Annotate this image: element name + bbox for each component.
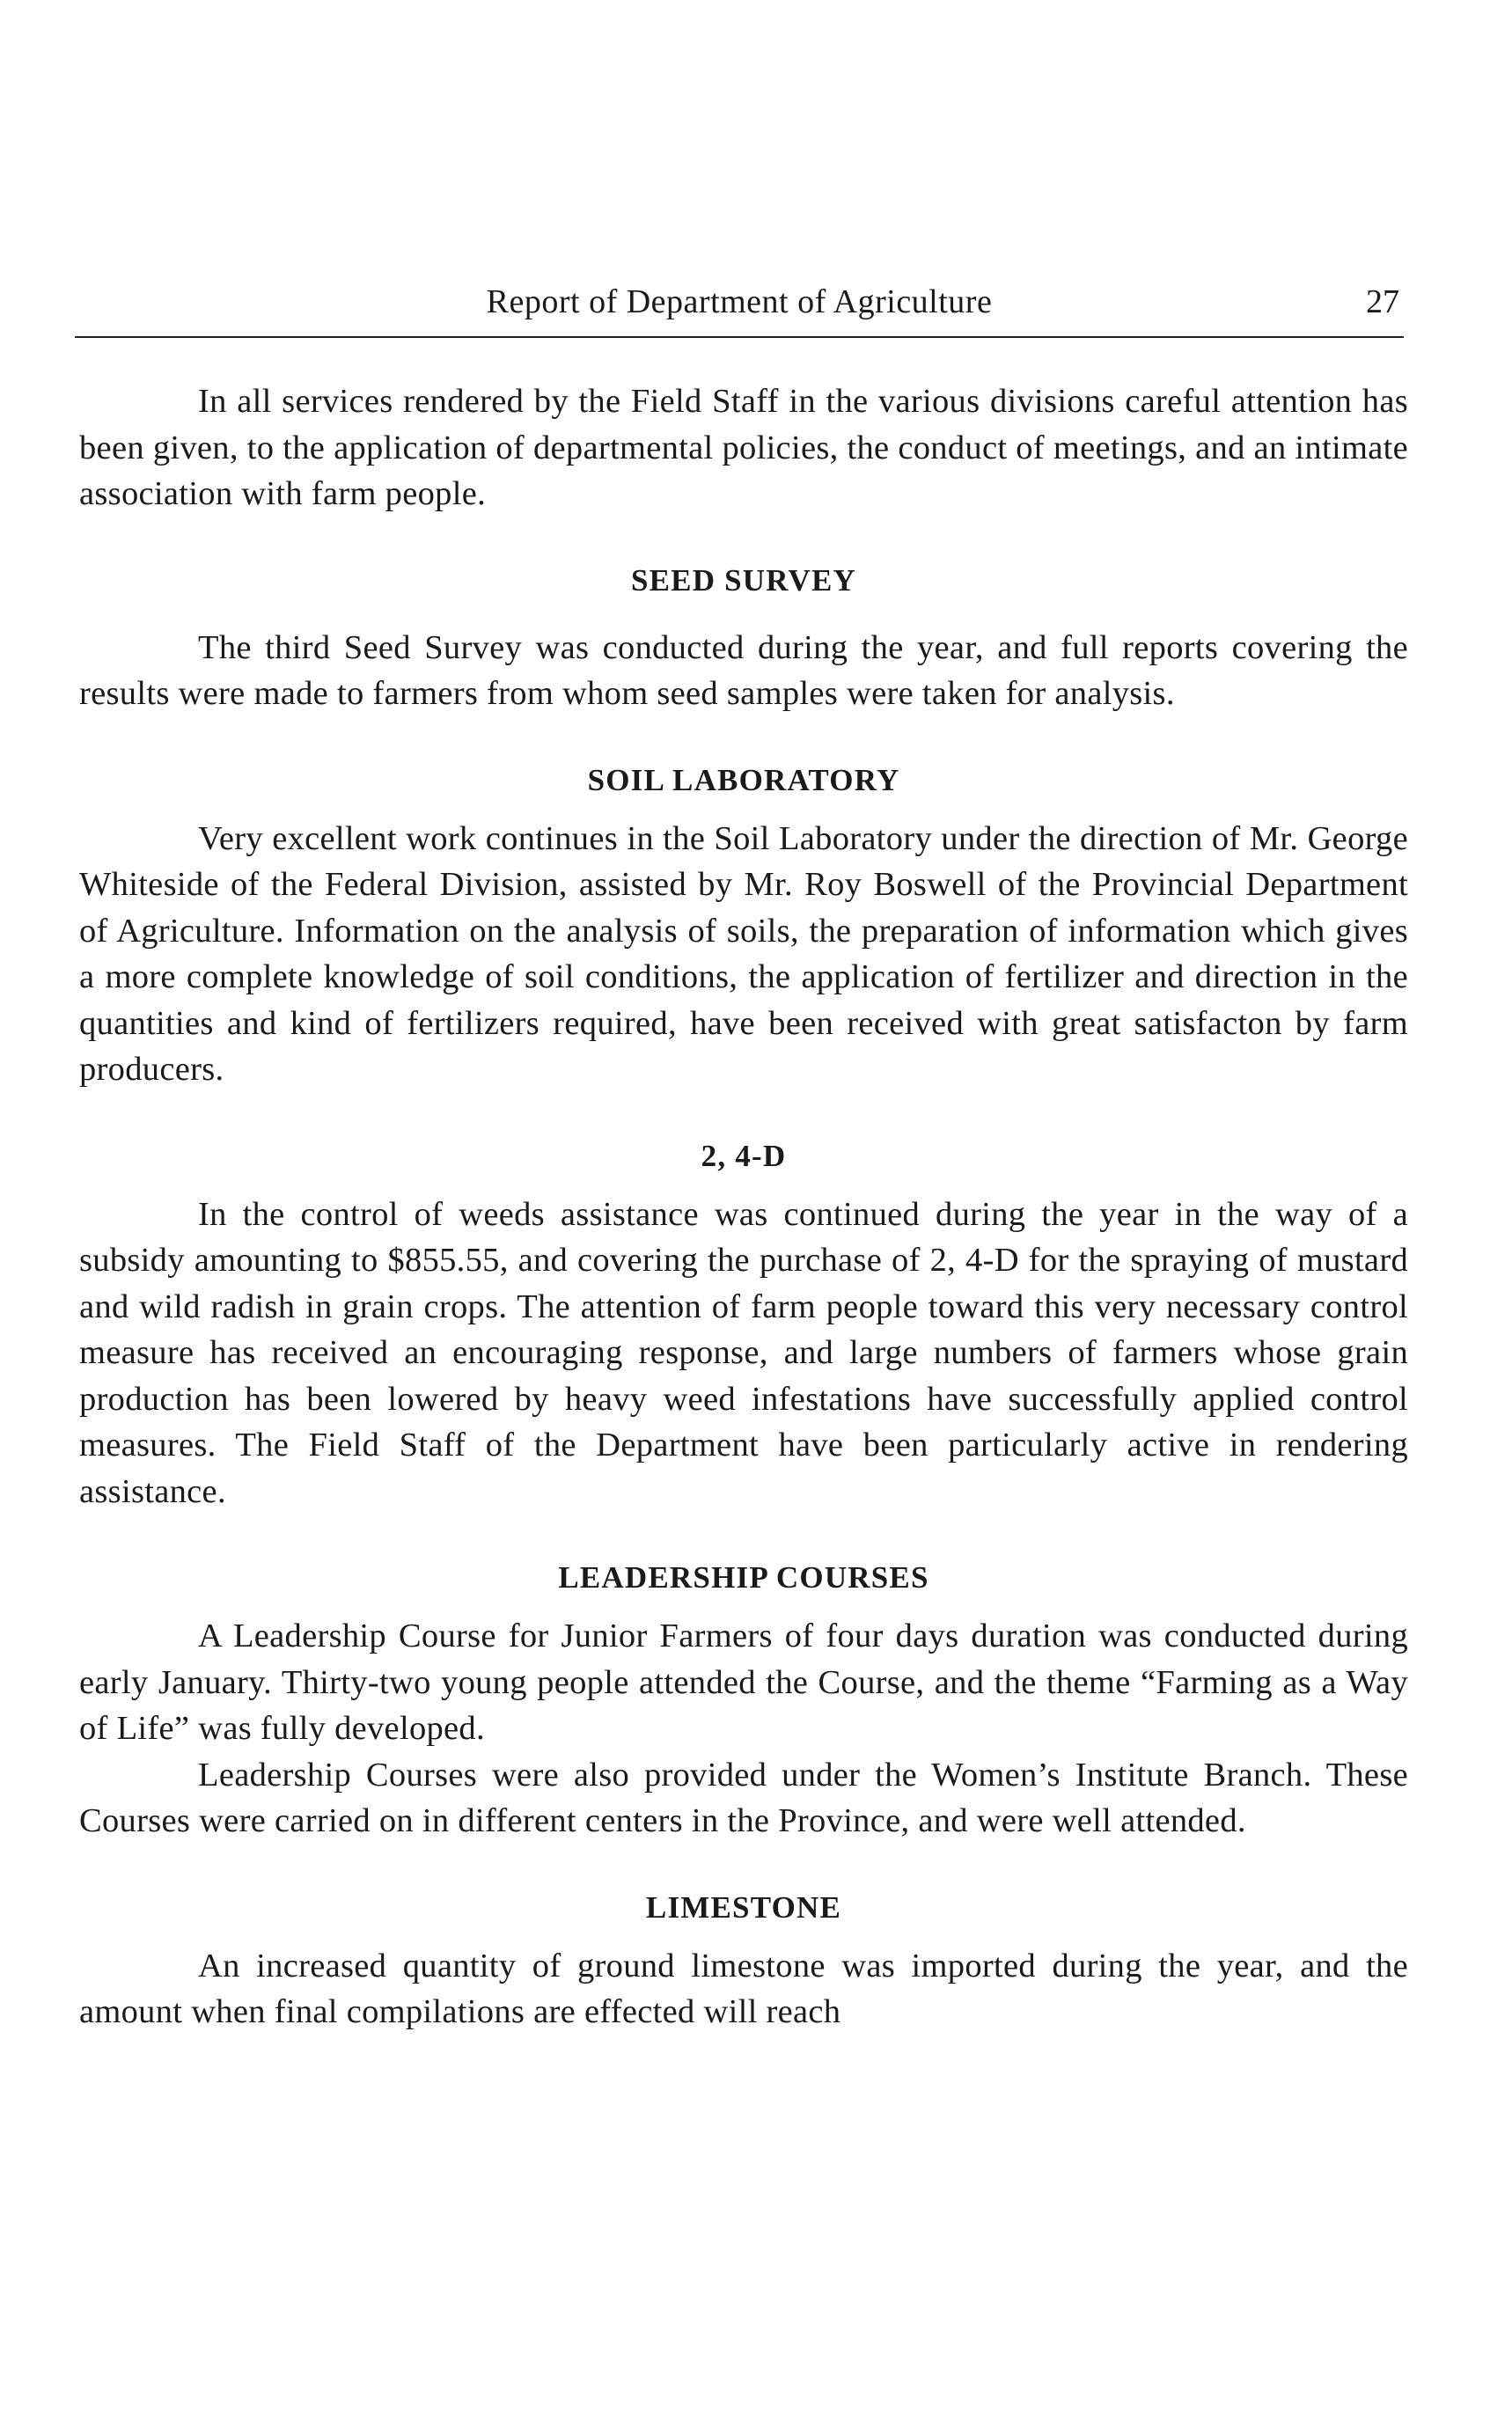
leadership-courses-heading: LEADERSHIP COURSES (558, 1560, 929, 1595)
section-spacer (79, 1931, 1408, 1943)
leadership-courses-paragraph-2: Leadership Courses were also provided under the Women’s Institute Branch. These Courses were carried on in different centers in the Province, and were well attended. (79, 1756, 1408, 1839)
section-spacer (79, 1093, 1408, 1133)
leadership-courses-paragraph-1: A Leadership Course for Junior Farmers of four days duration was conducted during early January. Thirty-two young people attended the Course, and the theme “Farming as a Way of Life” was fully developed. (79, 1617, 1408, 1747)
header-rule (75, 336, 1404, 338)
section-spacer (79, 604, 1408, 625)
running-header-title: Report of Department of Agriculture (486, 283, 993, 320)
section-spacer (79, 1601, 1408, 1613)
running-header (75, 280, 1404, 329)
intro-paragraph: In all services rendered by the Field Staff in the various divisions careful attention has been given, to the application of departmental policies, the conduct of meetings, and an intimate association with farm people. (79, 383, 1408, 512)
section-spacer (79, 803, 1408, 816)
limestone-paragraph: An increased quantity of ground limestone was imported during the year, and the amount when final compilations are effected will reach (79, 1947, 1408, 2030)
seed-survey-heading: SEED SURVEY (630, 562, 857, 598)
soil-laboratory-heading: SOIL LABORATORY (587, 762, 900, 797)
two-four-d-paragraph: In the control of weeds assistance was continued during the year in the way of a subsidy amounting to $855.55, and covering the purchase of 2, 4-D for the spraying of mustard and wild radish in grain crops. The attention of farm people toward this very necessary control measure has received an encouraging response, and large numbers of farmers whose grain production has been lowered by heavy weed infestations have successfully applied control measures. The Field Staff of the Department have been particularly active in rendering assistance. (79, 1195, 1408, 1510)
two-four-d-heading: 2, 4-D (701, 1138, 787, 1173)
section-spacer (79, 517, 1408, 558)
section-spacer (79, 1845, 1408, 1885)
page-number: 27 (1366, 283, 1399, 320)
body-text (79, 378, 1408, 2036)
limestone-heading: LIMESTONE (645, 1889, 842, 1925)
soil-laboratory-paragraph: Very excellent work continues in the Soil Laboratory under the direction of Mr. George Whiteside of the Federal Division, assisted by Mr. Roy Boswell of the Provincial Department of Agriculture. Information on the analysis of soils, the preparation of information which gives a more complete knowledge of soil conditions, the application of fertilizer and direction in the quantities and kind of fertilizers required, have been received with great satisfacton by farm producers. (79, 819, 1408, 1088)
seed-survey-paragraph: The third Seed Survey was conducted during the year, and full reports covering the results were made to farmers from whom seed samples were taken for analysis. (79, 628, 1408, 712)
section-spacer (79, 717, 1408, 758)
section-spacer (79, 1515, 1408, 1555)
section-spacer (79, 1179, 1408, 1192)
